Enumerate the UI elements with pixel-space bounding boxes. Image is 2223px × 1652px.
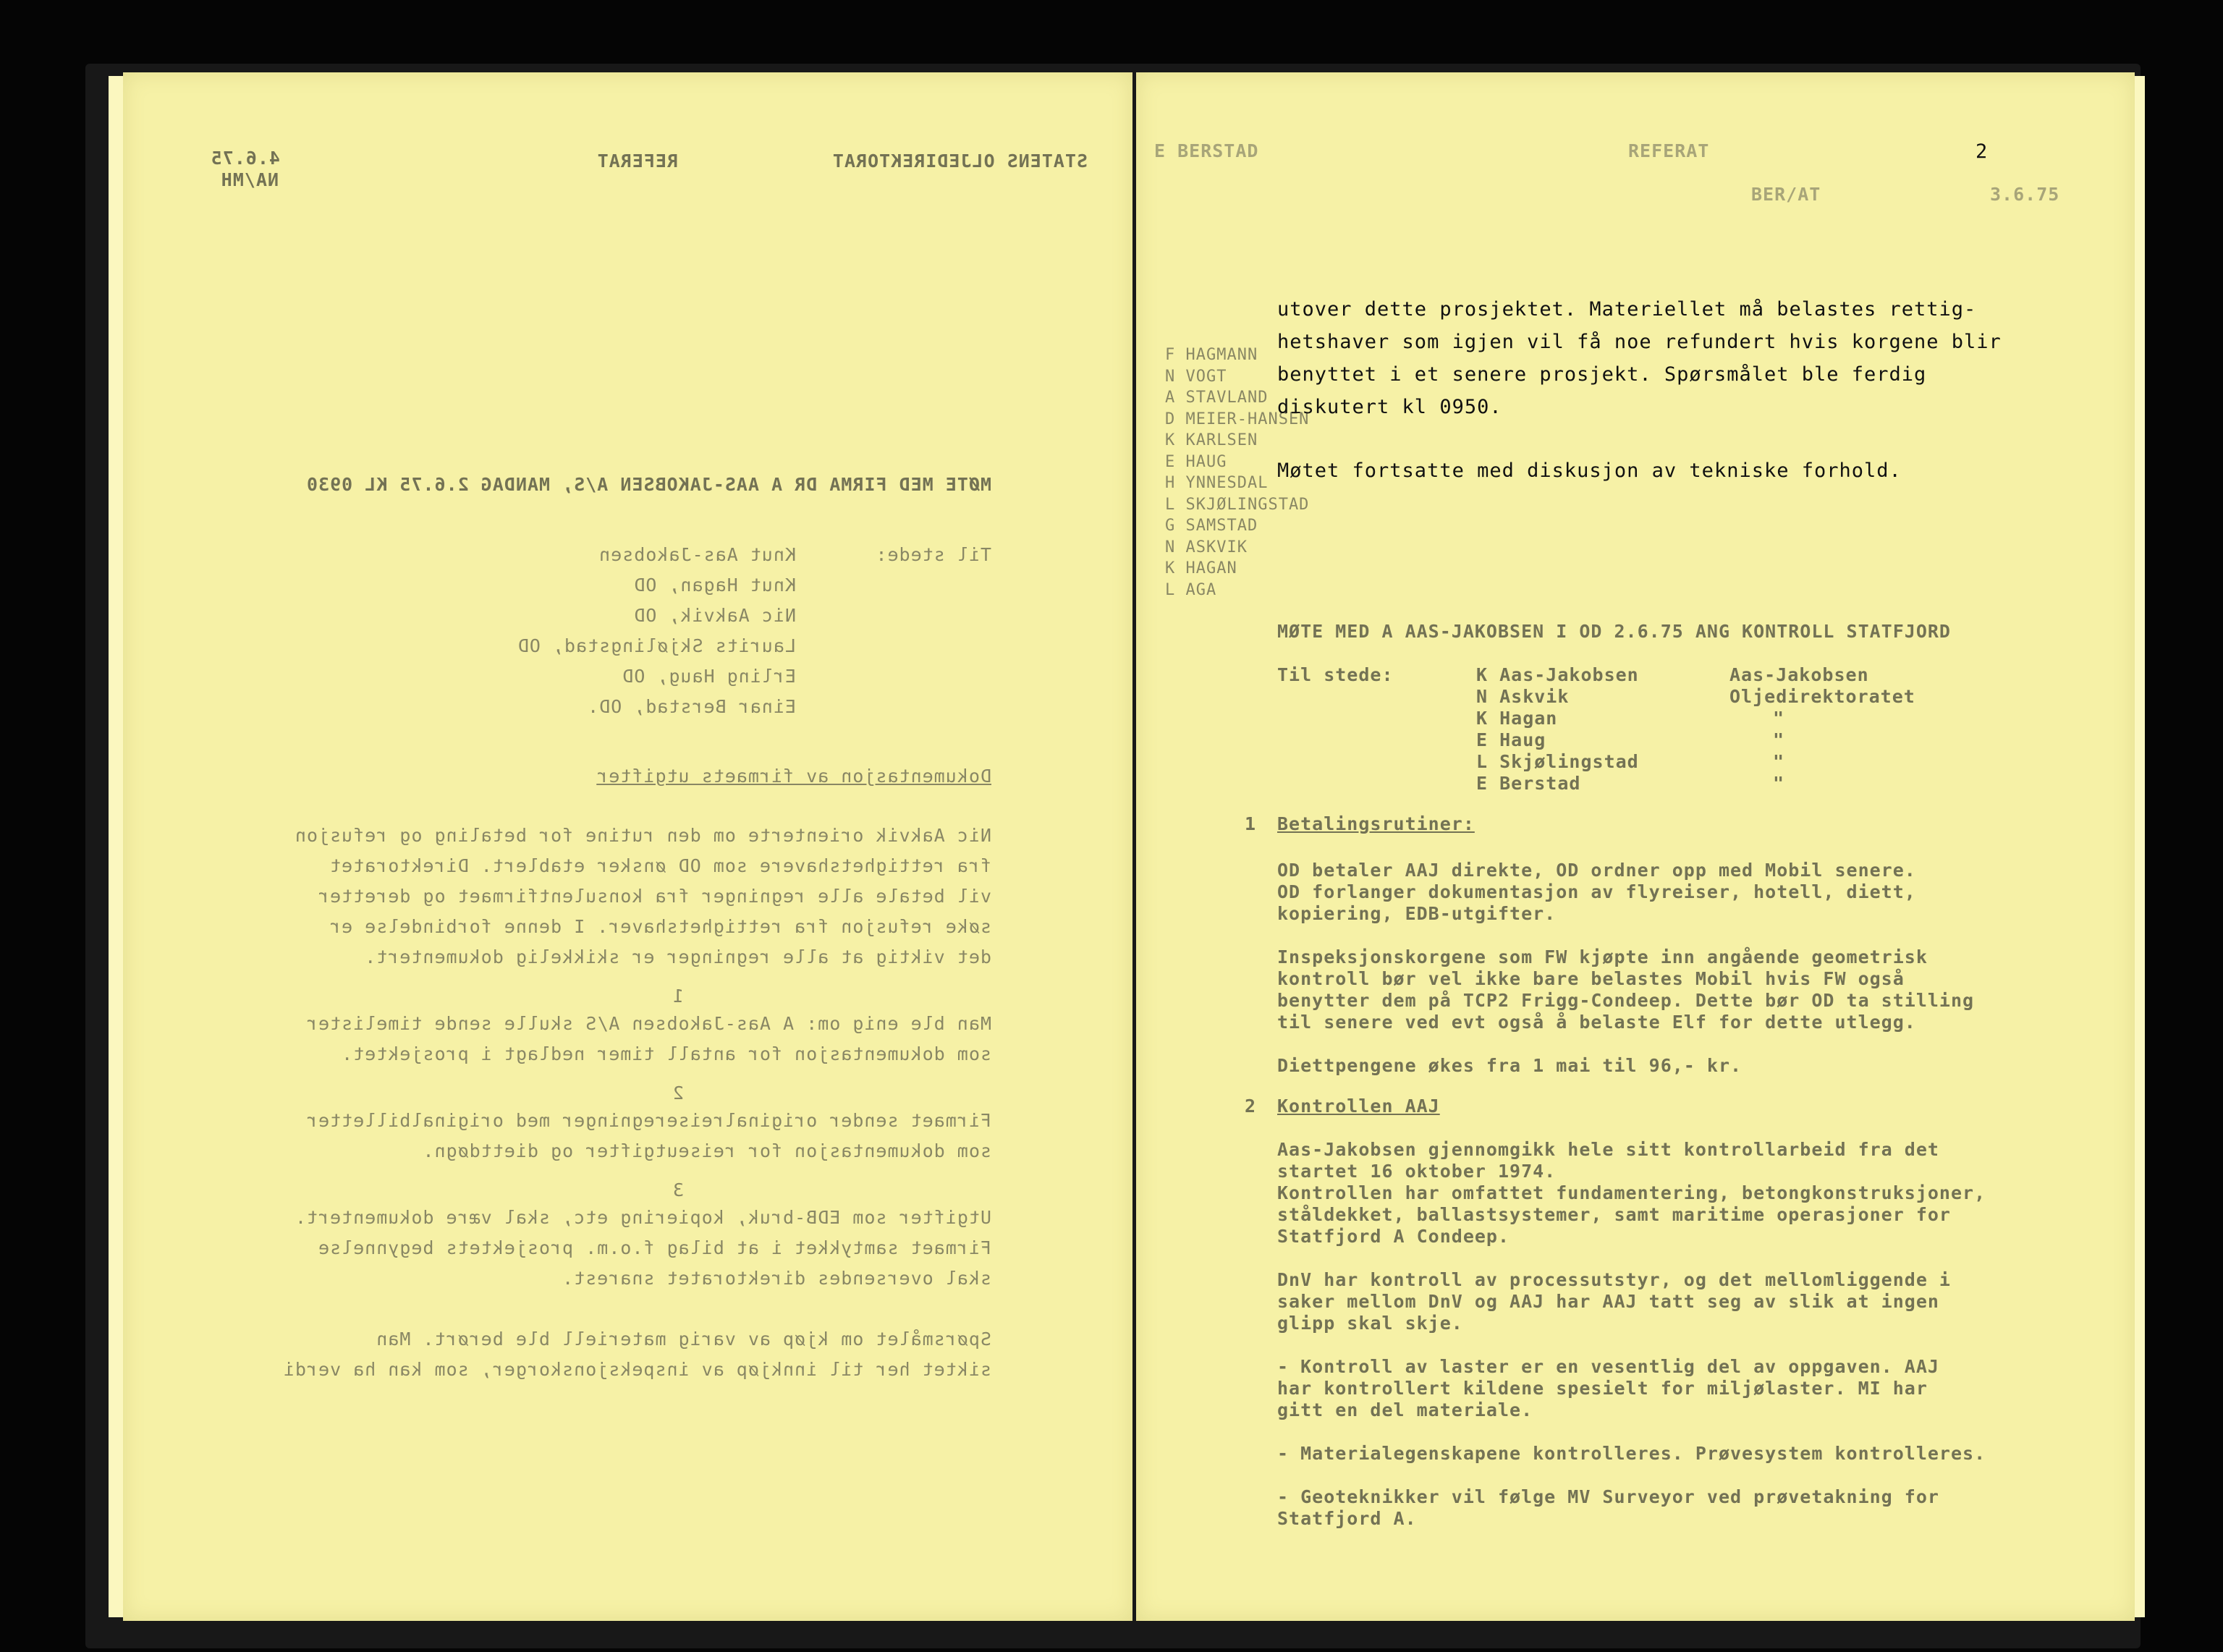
distribution-entry: K HAGAN bbox=[1165, 559, 1237, 577]
faded-body-line: OD forlanger dokumentasjon av flyreiser, hotell, diett, bbox=[1277, 881, 1916, 902]
distribution-entry: G SAMSTAD bbox=[1165, 517, 1258, 535]
mirrored-body-line: Spørsmålet om kjøp av varig materiell ble berørt. Man bbox=[376, 1329, 991, 1350]
mirrored-body-line: Utgifter som EDB-bruk, kopiering etc, skal være dokumentert. bbox=[294, 1207, 991, 1228]
faded-section-title: Kontrollen AAJ bbox=[1277, 1096, 1440, 1117]
mirrored-date: 4.6.75 bbox=[210, 148, 280, 169]
faded-body-line: benytter dem på TCP2 Frigg-Condeep. Dette bør OD ta stilling bbox=[1277, 990, 1975, 1011]
faded-attendee-name: N Askvik bbox=[1476, 686, 1570, 707]
mirrored-item-number: 2 bbox=[672, 1083, 684, 1104]
faded-body-line: DnV har kontroll av processutstyr, og det mellomliggende i bbox=[1277, 1269, 1951, 1290]
mirrored-body-line: Firmaet sender originalreiseregninger med originalbilletter bbox=[305, 1110, 991, 1131]
continuation-line: diskutert kl 0950. bbox=[1277, 396, 1502, 418]
right-page bbox=[1136, 72, 2135, 1621]
faded-body-line: Inspeksjonskorgene som FW kjøpte inn angående geometrisk bbox=[1277, 946, 1928, 967]
faded-body-line: Aas-Jakobsen gjennomgikk hele sitt kontrollarbeid fra det bbox=[1277, 1139, 1939, 1160]
faded-body-line: - Materialegenskapene kontrolleres. Prøvesystem kontrolleres. bbox=[1277, 1443, 1986, 1464]
faded-attendee-org: Oljedirektoratet bbox=[1729, 686, 1915, 707]
mirrored-body-line: vil betale alle regninger fra konsulentfirmaet og deretter bbox=[318, 886, 991, 907]
mirrored-meeting-title: MØTE MED FIRMA DR A AAS-JAKOBSEN A/S, MANDAG 2.6.75 KL 0930 bbox=[305, 474, 991, 495]
faded-section-number: 2 bbox=[1245, 1096, 1257, 1117]
faded-body-line: - Geoteknikker vil følge MV Surveyor ved prøvetakning for bbox=[1277, 1486, 1939, 1507]
faded-attendee-org: " bbox=[1773, 773, 1785, 794]
mirrored-body-line: som dokumentasjon for reiseutgifter og diettdøgn. bbox=[422, 1140, 991, 1161]
faded-attendee-org: " bbox=[1773, 751, 1785, 772]
mirrored-initials: NA/MH bbox=[220, 169, 279, 190]
distribution-entry: N VOGT bbox=[1165, 367, 1227, 386]
mirrored-body-line: Nic Aakvik orienterte om den rutine for betaling og refusjon bbox=[294, 825, 991, 846]
faded-attendee-org: " bbox=[1773, 729, 1785, 750]
mirrored-body-line: siktet her til innkjøp av inspeksjonskorger, som kan ha verdi bbox=[282, 1359, 991, 1380]
mirrored-body-line: skal oversendes direktoratet snarest. bbox=[562, 1268, 991, 1289]
closing-line: Møtet fortsatte med diskusjon av tekniske forhold. bbox=[1277, 459, 1902, 482]
faded-body-line: kontroll bør vel ikke bare belastes Mobil hvis FW også bbox=[1277, 968, 1905, 989]
distribution-entry: L AGA bbox=[1165, 580, 1217, 599]
faded-body-line: Kontrollen har omfattet fundamentering, betongkonstruksjoner, bbox=[1277, 1182, 1986, 1203]
mirrored-attendee: Nic Aakvik, OD bbox=[633, 605, 796, 626]
faded-body-line: gitt en del materiale. bbox=[1277, 1399, 1533, 1420]
faded-body-line: OD betaler AAJ direkte, OD ordner opp med Mobil senere. bbox=[1277, 860, 1916, 881]
mirrored-item-number: 3 bbox=[672, 1179, 684, 1200]
mirrored-attendees-label: Til stede: bbox=[875, 544, 991, 565]
distribution-entry: N ASKVIK bbox=[1165, 538, 1248, 556]
distribution-entry: D MEIER-HANSEN bbox=[1165, 410, 1310, 428]
distribution-entry: H YNNESDAL bbox=[1165, 474, 1269, 492]
faded-body-line: ståldekket, ballastsystemer, samt maritime operasjoner for bbox=[1277, 1204, 1951, 1225]
faded-body-line: - Kontroll av laster er en vesentlig del av oppgaven. AAJ bbox=[1277, 1356, 1939, 1377]
mirrored-body-line: det viktig at alle regninger er skikkelig dokumentert. bbox=[364, 946, 991, 967]
faded-body-line: til senere ved evt også å belaste Elf for dette utlegg. bbox=[1277, 1012, 1916, 1033]
mirrored-body-line: søke refusjon fra rettighetshaver. I denne forbindelse er bbox=[329, 916, 991, 937]
faded-body-line: Diettpengene økes fra 1 mai til 96,- kr. bbox=[1277, 1055, 1743, 1076]
mirrored-body-line: Firmaet samtykket i at bilag f.o.m. prosjektets begynnelse bbox=[318, 1237, 991, 1258]
left-page bbox=[123, 72, 1132, 1621]
distribution-entry: F HAGMANN bbox=[1165, 346, 1258, 364]
faded-body-line: Statfjord A. bbox=[1277, 1508, 1417, 1529]
faded-attendee-org: Aas-Jakobsen bbox=[1729, 664, 1869, 685]
continuation-line: hetshaver som igjen vil få noe refundert hvis korgene blir bbox=[1277, 331, 2002, 353]
distribution-entry: A STAVLAND bbox=[1165, 389, 1269, 407]
faded-body-line: kopiering, EDB-utgifter. bbox=[1277, 903, 1557, 924]
faded-body-line: har kontrollert kildene spesielt for miljølaster. MI har bbox=[1277, 1378, 1928, 1399]
distribution-entry: L SKJØLINGSTAD bbox=[1165, 495, 1310, 514]
faded-section-title: Betalingsrutiner: bbox=[1277, 813, 1475, 834]
right-date: 3.6.75 bbox=[1990, 184, 2060, 205]
page-stack-left bbox=[109, 76, 124, 1617]
faded-body-line: saker mellom DnV og AAJ har AAJ tatt seg av slik at ingen bbox=[1277, 1291, 1939, 1312]
page-number: 2 bbox=[1976, 140, 1989, 163]
header-name: E BERSTAD bbox=[1154, 140, 1259, 161]
mirrored-attendee: Knut Aas-Jakobsen bbox=[598, 544, 796, 565]
mirrored-header-mid: REFERAT bbox=[596, 151, 678, 171]
faded-body-line: startet 16 oktober 1974. bbox=[1277, 1161, 1557, 1182]
mirrored-body-line: som dokumentasjon for antall timer nedlagt i prosjektet. bbox=[341, 1043, 991, 1064]
page-stack-right bbox=[2133, 76, 2145, 1617]
mirrored-text-layer bbox=[123, 72, 1132, 1621]
continuation-line: utover dette prosjektet. Materiellet må belastes rettig- bbox=[1277, 298, 1977, 321]
faded-body-line: Statfjord A Condeep. bbox=[1277, 1226, 1510, 1247]
distribution-entry: E HAUG bbox=[1165, 452, 1227, 471]
faded-attendee-org: " bbox=[1773, 708, 1785, 729]
mirrored-body-line: fra rettighetshavere som OD ønsker etablert. Direktoratet bbox=[329, 855, 991, 876]
header-referat: REFERAT bbox=[1628, 140, 1710, 161]
reference-code: BER/AT bbox=[1751, 184, 1821, 205]
mirrored-attendee: Erling Haug, OD bbox=[622, 666, 796, 687]
continuation-line: benyttet i et senere prosjekt. Spørsmålet ble ferdig bbox=[1277, 363, 1927, 386]
mirrored-attendee: Laurits Skjølingstad, OD bbox=[517, 635, 796, 656]
faded-attendee-name: K Hagan bbox=[1476, 708, 1558, 729]
mirrored-body-line: Man ble enig om: A Aas-Jakobsen A/S skulle sende timelister bbox=[305, 1013, 991, 1034]
mirrored-section-title: Dokumentasjon av firmaets utgifter bbox=[596, 766, 991, 787]
faded-attendee-name: E Haug bbox=[1476, 729, 1546, 750]
faded-section-number: 1 bbox=[1245, 813, 1257, 834]
faded-attendee-name: K Aas-Jakobsen bbox=[1476, 664, 1639, 685]
mirrored-attendee: Einar Berstad, OD. bbox=[587, 696, 796, 717]
faded-attendee-name: L Skjølingstad bbox=[1476, 751, 1639, 772]
distribution-entry: K KARLSEN bbox=[1165, 431, 1258, 449]
mirrored-header-left: STATENS OLJEDIREKTORAT bbox=[831, 151, 1088, 171]
faded-title: MØTE MED A AAS-JAKOBSEN I OD 2.6.75 ANG KONTROLL STATFJORD bbox=[1277, 621, 1951, 642]
faded-attendee-name: E Berstad bbox=[1476, 773, 1581, 794]
faded-body-line: glipp skal skje. bbox=[1277, 1313, 1463, 1334]
mirrored-attendee: Knut Hagan, OD bbox=[633, 575, 796, 596]
faded-attendees-label: Til stede: bbox=[1277, 664, 1394, 685]
mirrored-item-number: 1 bbox=[672, 986, 684, 1007]
